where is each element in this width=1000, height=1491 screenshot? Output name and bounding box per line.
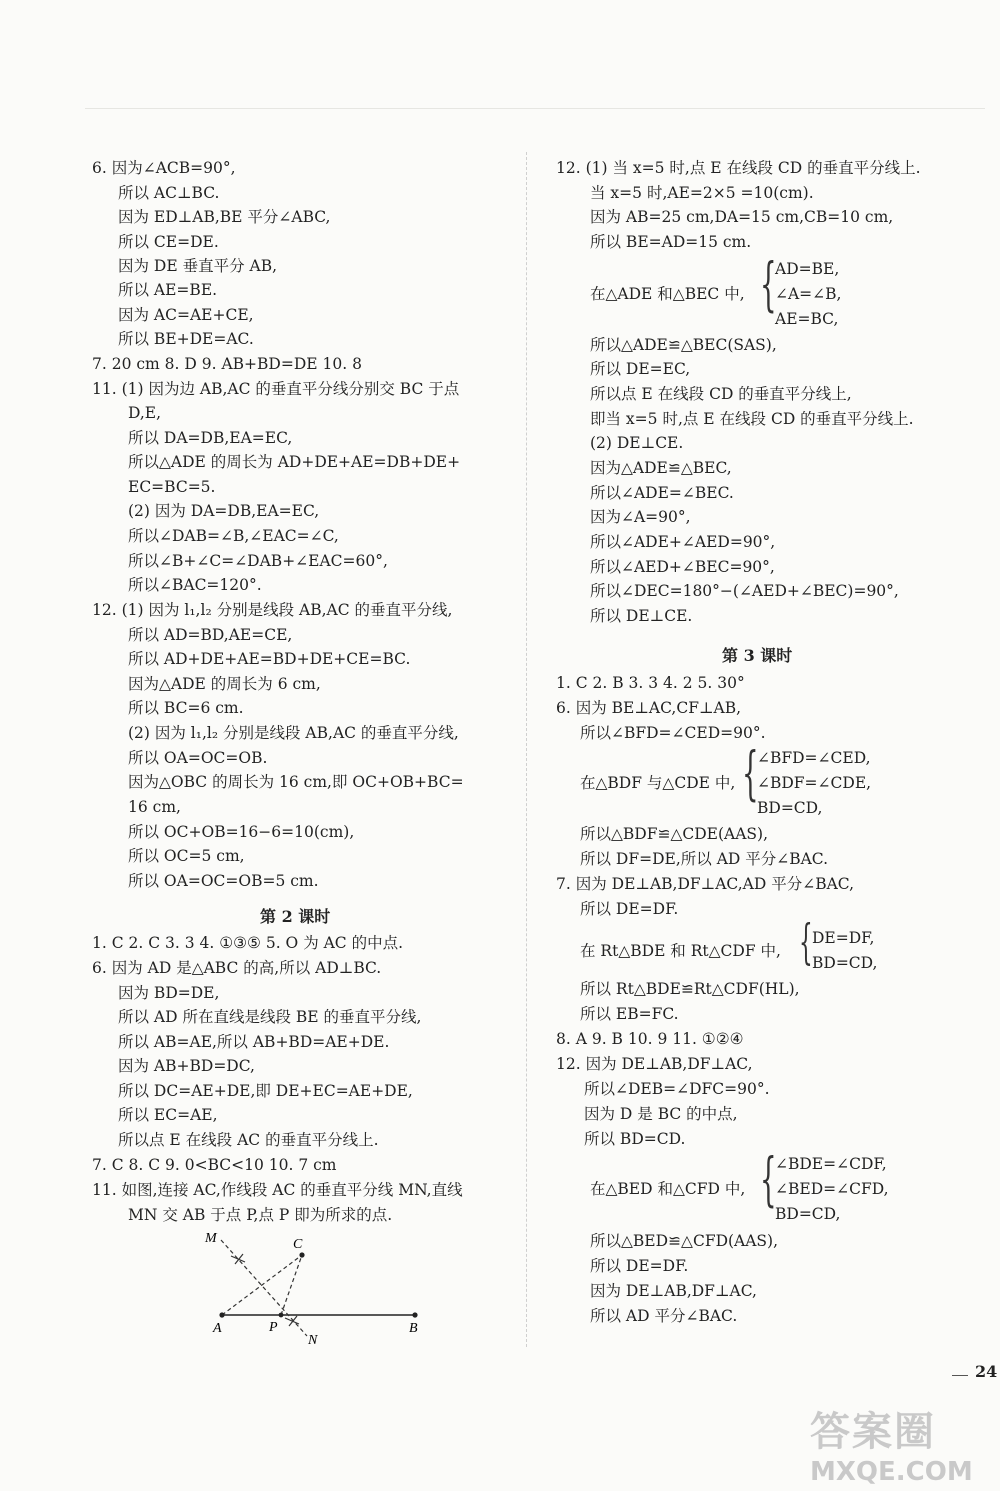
right-line: 所以 BE=AD=15 cm. bbox=[590, 233, 752, 251]
right-line: 所以∠ADE=∠BEC. bbox=[590, 484, 734, 502]
right-line: 所以 Rt△BDE≌Rt△CDF(HL), bbox=[580, 980, 800, 998]
right-line: 所以∠ADE+∠AED=90°, bbox=[590, 533, 776, 551]
watermark-text-cn: 答案圈 bbox=[810, 1409, 936, 1455]
page-number-dash bbox=[952, 1375, 968, 1376]
right-line: 6. 因为 BE⊥AC,CF⊥AB, bbox=[556, 699, 742, 717]
left-line: 所以 DA=DB,EA=EC, bbox=[128, 429, 293, 447]
left-line: 所以 AC⊥BC. bbox=[118, 184, 220, 202]
right-line: 8. A 9. B 10. 9 11. ①②④ bbox=[556, 1030, 744, 1048]
left-line: 因为 ED⊥AB,BE 平分∠ABC, bbox=[118, 208, 331, 226]
right-line: 所以△ADE≌△BEC(SAS), bbox=[590, 336, 777, 354]
left-line: 因为 AC=AE+CE, bbox=[118, 306, 254, 324]
left-line: 所以 BC=6 cm. bbox=[128, 699, 244, 717]
right-line: 所以 DE=DF. bbox=[590, 1257, 689, 1275]
section-heading-lesson2: 第 2 课时 bbox=[260, 907, 331, 926]
right-line: ∠BED=∠CFD, bbox=[775, 1180, 889, 1198]
right-line: 所以 DF=DE,所以 AD 平分∠BAC. bbox=[580, 850, 829, 868]
left-line: 11. 如图,连接 AC,作线段 AC 的垂直平分线 MN,直线 bbox=[92, 1181, 463, 1199]
left-line: 11. (1) 因为边 AB,AC 的垂直平分线分别交 BC 于点 bbox=[92, 380, 460, 398]
right-line: 在△BDF 与△CDE 中, bbox=[580, 774, 736, 792]
right-line: 所以∠DEB=∠DFC=90°. bbox=[584, 1080, 770, 1098]
label-P: P bbox=[269, 1320, 278, 1335]
label-N: N bbox=[308, 1333, 318, 1348]
left-line: 因为 BD=DE, bbox=[118, 984, 220, 1002]
right-line: 因为 DE⊥AB,DF⊥AC, bbox=[590, 1282, 757, 1300]
right-line: 即当 x=5 时,点 E 在线段 CD 的垂直平分线上. bbox=[590, 410, 914, 428]
point-C bbox=[299, 1252, 304, 1257]
left-line: 1. C 2. C 3. 3 4. ①③⑤ 5. O 为 AC 的中点. bbox=[92, 934, 404, 952]
left-line: 因为△OBC 的周长为 16 cm,即 OC+OB+BC= bbox=[128, 773, 464, 791]
right-line: 所以 DE=DF. bbox=[580, 900, 679, 918]
right-line: 所以△BDF≌△CDE(AAS), bbox=[580, 825, 769, 843]
right-line: BD=CD, bbox=[775, 1205, 841, 1223]
right-line: 7. 因为 DE⊥AB,DF⊥AC,AD 平分∠BAC, bbox=[556, 875, 855, 893]
left-line: 7. C 8. C 9. 0<BC<10 10. 7 cm bbox=[92, 1156, 337, 1174]
perpendicular-bisector-figure bbox=[195, 1228, 435, 1353]
right-line: 所以 DE=EC, bbox=[590, 360, 691, 378]
right-line: 所以 BD=CD. bbox=[584, 1130, 686, 1148]
system-brace: { bbox=[742, 739, 759, 807]
left-line: D,E, bbox=[128, 404, 162, 422]
left-line: 所以点 E 在线段 AC 的垂直平分线上. bbox=[118, 1131, 379, 1149]
right-line: 所以 EB=FC. bbox=[580, 1005, 679, 1023]
right-line: BD=CD, bbox=[812, 954, 878, 972]
left-line: (2) 因为 DA=DB,EA=EC, bbox=[128, 502, 320, 520]
left-line: 因为△ADE 的周长为 6 cm, bbox=[128, 675, 321, 693]
watermark-logo bbox=[810, 1400, 995, 1487]
left-line: 所以∠BAC=120°. bbox=[128, 576, 262, 594]
point-P bbox=[279, 1313, 284, 1318]
left-line: 所以 CE=DE. bbox=[118, 233, 219, 251]
left-line: 所以 OC=5 cm, bbox=[128, 847, 245, 865]
right-line: 所以△BED≌△CFD(AAS), bbox=[590, 1232, 779, 1250]
left-line: 因为 DE 垂直平分 AB, bbox=[118, 257, 278, 275]
left-line: 所以 DC=AE+DE,即 DE+EC=AE+DE, bbox=[118, 1082, 413, 1100]
left-line: 所以 AD=BD,AE=CE, bbox=[128, 626, 293, 644]
column-divider bbox=[526, 152, 527, 1347]
right-line: AE=BC, bbox=[775, 310, 839, 328]
right-line: 当 x=5 时,AE=2×5 =10(cm). bbox=[590, 184, 814, 202]
watermark-text-en: MXQE.COM bbox=[810, 1457, 973, 1487]
right-line: 在△BED 和△CFD 中, bbox=[590, 1180, 746, 1198]
right-line: 12. (1) 当 x=5 时,点 E 在线段 CD 的垂直平分线上. bbox=[556, 159, 921, 177]
left-line: 6. 因为 AD 是△ABC 的高,所以 AD⊥BC. bbox=[92, 959, 382, 977]
left-line: 所以∠DAB=∠B,∠EAC=∠C, bbox=[128, 527, 339, 545]
top-rule bbox=[85, 108, 985, 109]
right-line: ∠BDE=∠CDF, bbox=[775, 1155, 887, 1173]
left-line: 所以∠B+∠C=∠DAB+∠EAC=60°, bbox=[128, 552, 388, 570]
right-line: 因为 D 是 BC 的中点, bbox=[584, 1105, 738, 1123]
arc-mark-upper bbox=[231, 1254, 245, 1264]
right-line: 12. 因为 DE⊥AB,DF⊥AC, bbox=[556, 1055, 753, 1073]
left-line: 所以△ADE 的周长为 AD+DE+AE=DB+DE+ bbox=[128, 453, 461, 471]
left-line: EC=BC=5. bbox=[128, 478, 216, 496]
left-line: 所以 AE=BE. bbox=[118, 281, 218, 299]
right-line: ∠BFD=∠CED, bbox=[757, 749, 871, 767]
section-heading-lesson3: 第 3 课时 bbox=[722, 646, 793, 665]
right-line: 所以 DE⊥CE. bbox=[590, 607, 693, 625]
right-line: 所以点 E 在线段 CD 的垂直平分线上, bbox=[590, 385, 852, 403]
left-line: 所以 OA=OC=OB=5 cm. bbox=[128, 872, 319, 890]
left-line: 7. 20 cm 8. D 9. AB+BD=DE 10. 8 bbox=[92, 355, 362, 373]
right-line: 所以∠BFD=∠CED=90°. bbox=[580, 724, 766, 742]
system-brace: { bbox=[799, 914, 813, 970]
right-line: 在 Rt△BDE 和 Rt△CDF 中, bbox=[580, 942, 781, 960]
right-line: (2) DE⊥CE. bbox=[590, 434, 684, 452]
segment-AC bbox=[222, 1255, 302, 1315]
system-brace: { bbox=[760, 250, 777, 318]
left-line: 所以 OC+OB=16−6=10(cm), bbox=[128, 823, 355, 841]
left-line: 所以 AD+DE+AE=BD+DE+CE=BC. bbox=[128, 650, 411, 668]
right-line: 所以 AD 平分∠BAC. bbox=[590, 1307, 738, 1325]
right-line: AD=BE, bbox=[775, 260, 840, 278]
right-line: DE=DF, bbox=[812, 929, 875, 947]
right-line: 1. C 2. B 3. 3 4. 2 5. 30° bbox=[556, 674, 745, 692]
label-M: M bbox=[205, 1231, 217, 1246]
left-line: 因为 AB+BD=DC, bbox=[118, 1057, 255, 1075]
left-line: 所以 AD 所在直线是线段 BE 的垂直平分线, bbox=[118, 1008, 422, 1026]
left-line: 所以 EC=AE, bbox=[118, 1106, 218, 1124]
segment-PC bbox=[281, 1255, 302, 1315]
page-number: 24 bbox=[975, 1362, 998, 1381]
right-line: 因为 AB=25 cm,DA=15 cm,CB=10 cm, bbox=[590, 208, 894, 226]
right-line: 所以∠DEC=180°−(∠AED+∠BEC)=90°, bbox=[590, 582, 899, 600]
left-line: 所以 AB=AE,所以 AB+BD=AE+DE. bbox=[118, 1033, 390, 1051]
right-line: BD=CD, bbox=[757, 799, 823, 817]
right-line: ∠A=∠B, bbox=[775, 285, 842, 303]
label-C: C bbox=[293, 1237, 303, 1252]
right-line: 因为△ADE≌△BEC, bbox=[590, 459, 732, 477]
point-A bbox=[219, 1312, 224, 1317]
left-line: 6. 因为∠ACB=90°, bbox=[92, 159, 236, 177]
right-line: ∠BDF=∠CDE, bbox=[757, 774, 872, 792]
system-brace: { bbox=[760, 1145, 777, 1213]
left-line: 所以 BE+DE=AC. bbox=[118, 330, 254, 348]
left-line: (2) 因为 l₁,l₂ 分别是线段 AB,AC 的垂直平分线, bbox=[128, 724, 459, 742]
left-line: 所以 OA=OC=OB. bbox=[128, 749, 268, 767]
left-line: 16 cm, bbox=[128, 798, 181, 816]
right-line: 在△ADE 和△BEC 中, bbox=[590, 285, 745, 303]
left-line: MN 交 AB 于点 P,点 P 即为所求的点. bbox=[128, 1206, 393, 1224]
left-line: 12. (1) 因为 l₁,l₂ 分别是线段 AB,AC 的垂直平分线, bbox=[92, 601, 453, 619]
label-B: B bbox=[409, 1321, 418, 1336]
right-line: 所以∠AED+∠BEC=90°, bbox=[590, 558, 775, 576]
right-line: 因为∠A=90°, bbox=[590, 508, 691, 526]
point-B bbox=[412, 1312, 417, 1317]
label-A: A bbox=[213, 1321, 222, 1336]
